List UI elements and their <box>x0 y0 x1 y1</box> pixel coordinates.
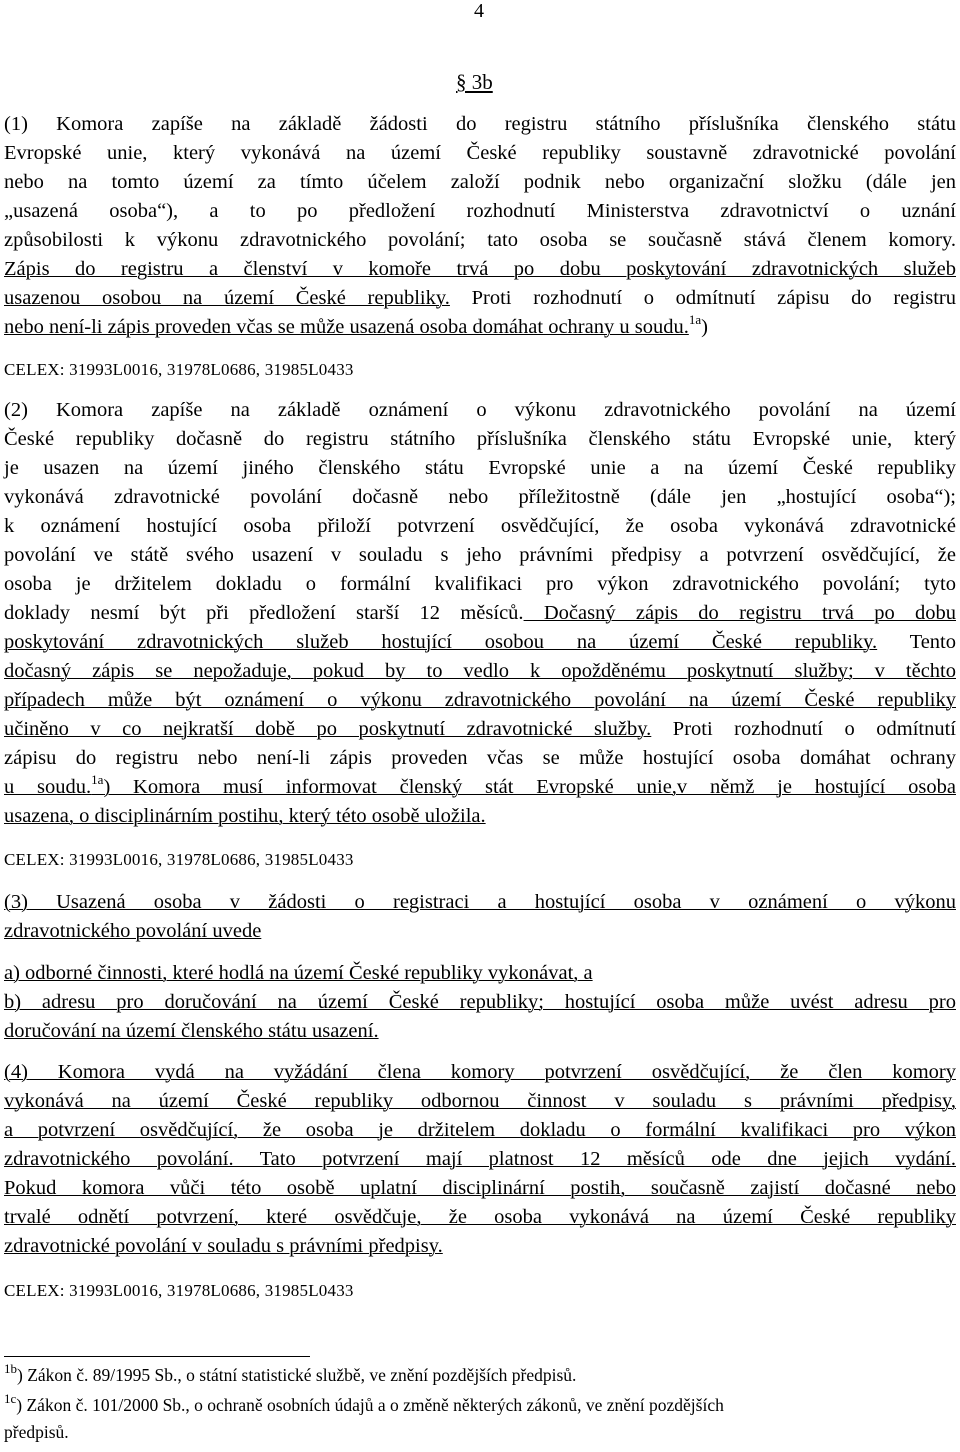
p2-line-6: povolání ve státě svého usazení v souladu s jeho právními předpisy a potvrzení osvědčující, že <box>4 544 956 566</box>
celex-reference-3: CELEX: 31993L0016, 31978L0686, 31985L0433 <box>4 1281 354 1300</box>
footnote-1b-mark: 1b <box>4 1361 17 1376</box>
p1-line-8a: nebo není-li zápis proveden včas se může usazená osoba domáhat ochrany u soudu. <box>4 316 689 338</box>
p2-line-9a: poskytování zdravotnických služeb hostující osobou na území České republiky. <box>4 631 878 653</box>
p2-line-9 <box>4 628 956 657</box>
paragraph-3 <box>4 888 956 946</box>
p4-line-5: Pokud komora vůči této osobě uplatní disciplinární postih, současně zajistí dočasné nebo <box>4 1177 956 1199</box>
p1-line-7a: usazenou osobou na území České republiky. <box>4 287 450 309</box>
p1-ref-sup: 1a <box>688 312 702 327</box>
paragraph-2 <box>4 396 956 831</box>
p1-line-7b: Proti rozhodnutí o odmítnutí zápisu do registru <box>449 287 956 309</box>
p2-line-10: dočasný zápis se nepožaduje, pokud by to vedlo k opožděnému poskytnutí služby; v těchto <box>4 660 956 682</box>
footnote-1c-text: ) Zákon č. 101/2000 Sb., o ochraně osobních údajů a o změně některých zákonů, ve znění pozdějších <box>16 1395 724 1415</box>
p2-line-11: případech může být oznámení o výkonu zdravotnického povolání na území České republiky <box>4 689 956 711</box>
p2-line-4: vykonává zdravotnické povolání dočasně nebo příležitostně (dále jen „hostující osoba“); <box>4 486 956 508</box>
p3-item-a: a) odborné činnosti, které hodlá na území České republiky vykonávat, a <box>4 962 593 984</box>
p2-line-12 <box>4 715 956 744</box>
section-heading: § 3b <box>456 70 493 94</box>
p1-line-6: Zápis do registru a členství v komoře trvá po dobu poskytování zdravotnických služeb <box>4 258 956 280</box>
celex-reference-2: CELEX: 31993L0016, 31978L0686, 31985L0433 <box>4 850 354 869</box>
p2-line-3: je usazen na území jiného členského státu Evropské unie a na území České republiky <box>4 457 956 479</box>
p1-line-7 <box>4 284 956 313</box>
p1-line-4: „usazená osoba“), a to po předložení rozhodnutí Ministerstva zdravotnictví o uznání <box>4 200 956 222</box>
p2-line-12a: učiněno v co nejkratší době po poskytnutí zdravotnické služby. <box>4 718 652 740</box>
p4-line-7: zdravotnické povolání v souladu s právními předpisy. <box>4 1235 443 1257</box>
p2-line-5: k oznámení hostující osoba přiloží potvrzení osvědčující, že osoba vykonává zdravotnické <box>4 515 956 537</box>
p2-line-15: usazena, o disciplinárním postihu, který této osobě uložila. <box>4 805 486 827</box>
p2-line-14 <box>4 773 956 802</box>
footnote-1c <box>4 1392 956 1446</box>
p2-line-12b: Proti rozhodnutí o odmítnutí <box>651 718 956 740</box>
p2-line-2: České republiky dočasně do registru státního příslušníka členského státu Evropské unie, který <box>4 428 956 450</box>
p4-line-2: vykonává na území České republiky odbornou činnost v souladu s právními předpisy, <box>4 1090 956 1112</box>
p2-line-9b: Tento <box>877 631 956 653</box>
footnote-1b <box>4 1362 956 1389</box>
paragraph-3-items <box>4 959 956 1046</box>
p2-line-8a: doklady nesmí být při předložení starší 12 měsíců. <box>4 602 524 624</box>
paragraph-4 <box>4 1058 956 1261</box>
p2-line-14a: u soudu. <box>4 776 92 798</box>
p2-line-14b: ) Komora musí informovat členský stát Evropské unie,v němž je hostující osoba <box>103 776 956 798</box>
p2-line-8b: Dočasný zápis do registru trvá po dobu <box>523 602 956 624</box>
p1-line-5: způsobilosti k výkonu zdravotnického povolání; tato osoba se současně stává členem komory. <box>4 229 956 251</box>
p1-ref-close: ) <box>701 316 708 338</box>
p4-line-3: a potvrzení osvědčující, že osoba je držitelem dokladu o formální kvalifikaci pro výkon <box>4 1119 956 1141</box>
p1-line-2: Evropské unie, který vykonává na území České republiky soustavně zdravotnické povolání <box>4 142 956 164</box>
footnote-1c-mark: 1c <box>4 1391 17 1406</box>
p2-line-8 <box>4 599 956 628</box>
paragraph-1 <box>4 110 956 342</box>
p2-line-7: osoba je držitelem dokladu o formální kvalifikaci pro výkon zdravotnického povolání; tyto <box>4 573 956 595</box>
p4-line-6: trvalé odnětí potvrzení, které osvědčuje, že osoba vykonává na území České republiky <box>4 1206 956 1228</box>
p1-line-3: nebo na tomto území za tímto účelem založí podnik nebo organizační složku (dále jen <box>4 171 956 193</box>
p2-ref-sup: 1a <box>91 772 104 787</box>
p3-item-b: b) adresu pro doručování na území České republiky; hostující osoba může uvést adresu pro <box>4 991 956 1013</box>
p4-line-4: zdravotnického povolání. Tato potvrzení mají platnost 12 měsíců ode dne jejich vydání. <box>4 1148 956 1170</box>
footnote-1b-text: ) Zákon č. 89/1995 Sb., o státní statistické službě, ve znění pozdějších předpisů. <box>17 1365 577 1385</box>
p3-line-1: (3) Usazená osoba v žádosti o registraci a hostující osoba v oznámení o výkonu <box>4 891 956 913</box>
p1-line-8 <box>4 313 956 342</box>
p2-line-1: (2) Komora zapíše na základě oznámení o výkonu zdravotnického povolání na území <box>4 399 956 421</box>
p3-line-2: zdravotnického povolání uvede <box>4 920 262 942</box>
p1-line-1: (1) Komora zapíše na základě žádosti do registru státního příslušníka členského státu <box>4 113 956 135</box>
celex-reference-1: CELEX: 31993L0016, 31978L0686, 31985L0433 <box>4 360 354 379</box>
p2-line-13: zápisu do registru nebo není-li zápis proveden včas se může hostující osoba domáhat ochrany <box>4 747 956 769</box>
p3-item-b-cont: doručování na území členského státu usazení. <box>4 1020 379 1042</box>
footnote-separator <box>4 1356 310 1357</box>
p4-line-1: (4) Komora vydá na vyžádání člena komory potvrzení osvědčující, že člen komory <box>4 1061 956 1083</box>
page-number: 4 <box>474 0 484 22</box>
footnote-1c-text-cont: předpisů. <box>4 1422 69 1442</box>
